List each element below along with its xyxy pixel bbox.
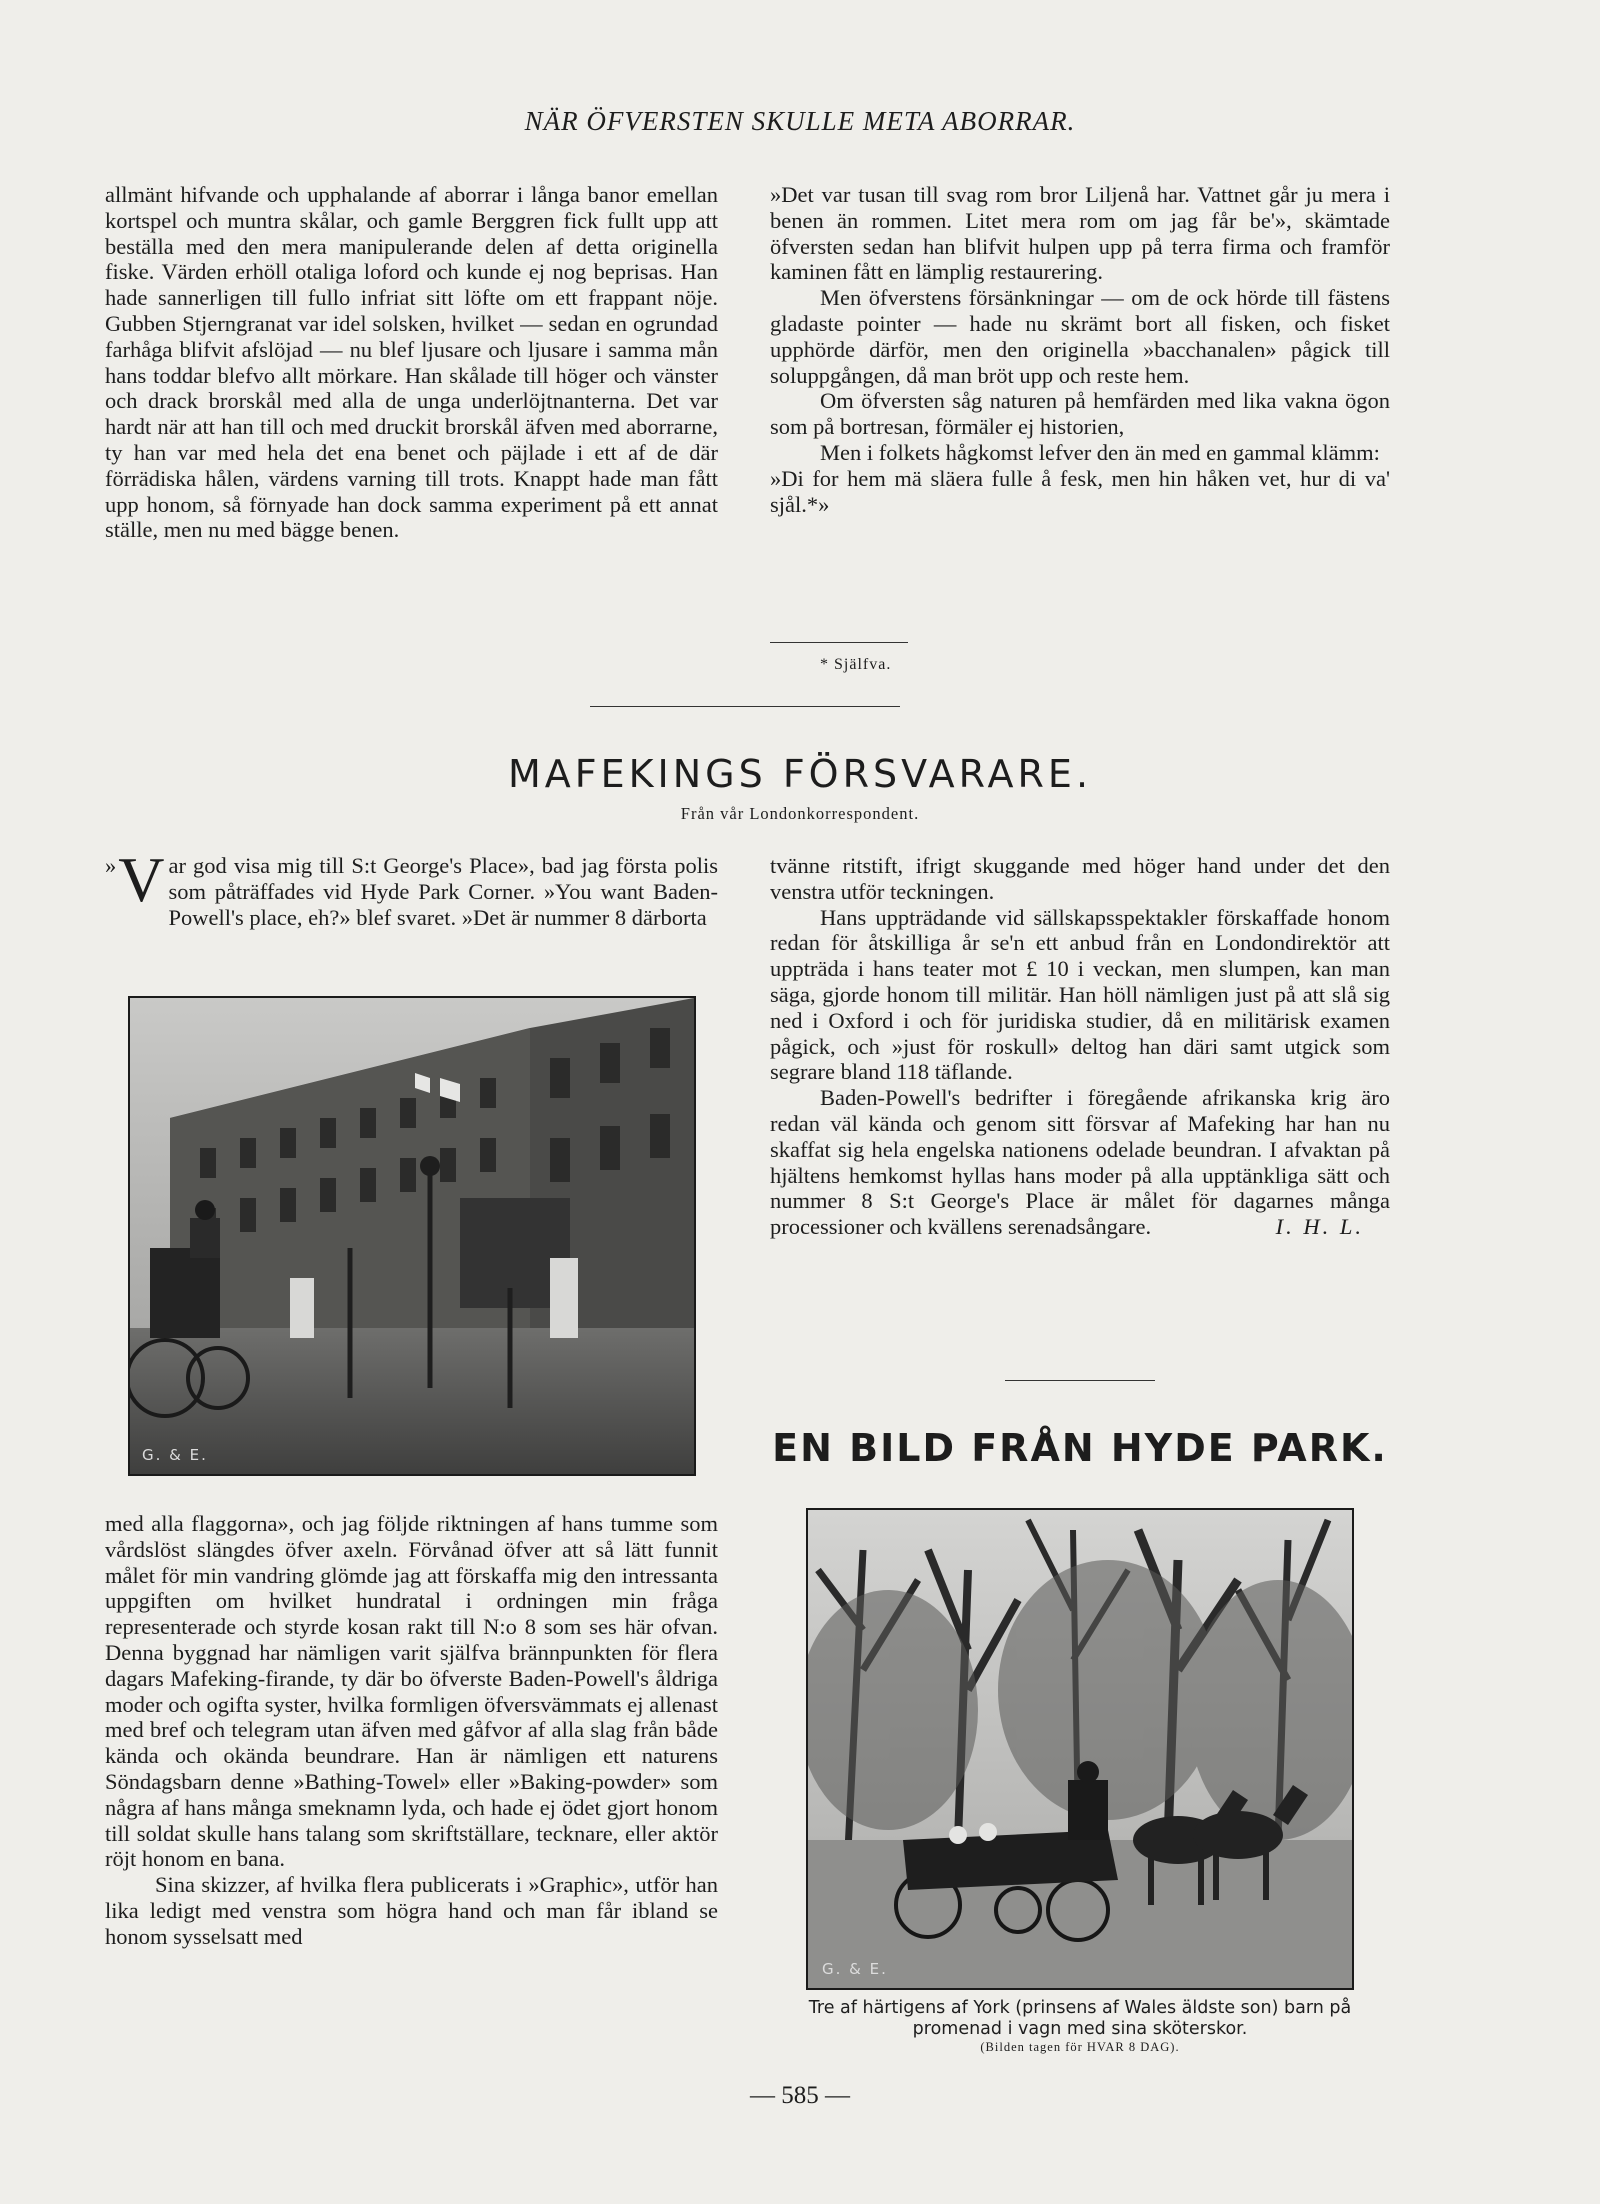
page-number: — 585 — xyxy=(750,2082,850,2109)
footnote: * Själfva. xyxy=(820,656,892,673)
section-divider xyxy=(1005,1380,1155,1381)
article2-title: MAFEKINGS FÖRSVARARE. xyxy=(507,752,1093,796)
paragraph xyxy=(770,1085,1390,1240)
paragraph-text: Baden-Powell's bedrifter i föregående afrikanska krig äro redan väl kända och genom sitt försvar af Mafeking har han nu skaffat sig hela engelska nationens odelade beundran. I afvaktan på hjältens hemkomst hyllas hans moder på alla upptänkliga sätt och nummer 8 S:t George's Place är målet för dagarnes många processioner och kvällens serenadsångare. xyxy=(770,1085,1390,1240)
paragraph: allmänt hifvande och upphalande af aborrar i långa banor emellan kortspel och muntra skålar, och gamle Berggren fick fullt upp att beställa med den mera manipulerande delen af detta originella fiske. Värden erhöll otaliga loford och kunde ej nog beprisas. Han hade sannerligen till fullo infriat sitt löfte om ett frappant nöje. Gubben Stjerngranat var idel solsken, hvilket — sedan en ogrundad farhåga blifvit afslöjad — nu blef ljusare och ljusare i samma mån hans toddar blefvo allt mörkare. Han skålade till höger och vänster och drack brorskål med alla de unga underlöjtnanterna. Det var hardt när att han till och med druckit brorskål äfven med aborrarne, ty han var med hela det ena benet och päjlade i ett af de där förrädiska hålen, värdens varning till trots. Knappt hade man fått upp honom, så förnyade han dock samma experiment på ett annat ställe, men nu med bägge benen. xyxy=(105,182,718,543)
article1-right-column xyxy=(770,182,1390,517)
paragraph: Sina skizzer, af hvilka flera publicerats i »Graphic», utför han lika ledigt med venstra som högra hand och man får ibland se honom sysselsatt med xyxy=(105,1872,718,1949)
dropcap: V xyxy=(118,844,165,915)
dropcap-quote: » xyxy=(105,853,117,878)
photo-st-georges-place xyxy=(128,996,696,1476)
paragraph: Hans uppträdande vid sällskapsspektakler förskaffade honom redan för åtskilliga år se'n ett anbud från en Londondirektör att uppträda i hans teater mot £ 10 i veckan, men slumpen, kan man säga, gjorde honom till militär. Han höll nämligen just på att slå sig ned i Oxford i och för juridiska studier, då en militärisk examen pågick, och »just för roskull» deltog han däri samt utgick som segrare bland 118 täflande. xyxy=(770,904,1390,1085)
running-head: NÄR ÖFVERSTEN SKULLE META ABORRAR. xyxy=(524,106,1076,136)
photo-caption: Tre af härtigens af York (prinsens af Wales äldste son) barn på promenad i vagn med sina sköterskor. xyxy=(808,1998,1352,2039)
photo-stamp: G. & E. xyxy=(142,1446,208,1464)
photo-credit: (Bilden tagen för HVAR 8 DAG). xyxy=(980,2040,1180,2054)
article1-left-column xyxy=(105,182,718,543)
paragraph: Om öfversten såg naturen på hemfärden med lika vakna ögon som på bortresan, förmäler ej historien, xyxy=(770,388,1390,440)
article2-right-column xyxy=(770,853,1390,1240)
paragraph: Men öfverstens försänkningar — om de ock hörde till fästens gladaste pointer — hade nu skrämt bort all fisken, och fisket upphörde därför, men den originella »bacchanalen» pågick till soluppgången, då man bröt upp och reste hem. xyxy=(770,285,1390,388)
signature: I. H. L. xyxy=(1275,1214,1364,1240)
paragraph: »Det var tusan till svag rom bror Liljenå har. Vattnet går ju mera i benen än rommen. Litet mera rom om jag får be'», skämtade öfversten sedan han blifvit hulpen upp på terra firma och framför kaminen fått en lämplig restaurering. xyxy=(770,182,1390,285)
article2-intro xyxy=(105,844,718,930)
article3-title: EN BILD FRÅN HYDE PARK. xyxy=(772,1426,1388,1470)
intro-paragraph xyxy=(105,844,718,930)
article2-byline: Från vår Londonkorrespondent. xyxy=(680,804,920,823)
article2-left-continuation xyxy=(105,1511,718,1950)
footnote-rule xyxy=(770,642,908,643)
section-divider xyxy=(590,706,900,707)
photo-stamp: G. & E. xyxy=(822,1960,888,1978)
intro-text: ar god visa mig till S:t George's Place», bad jag första polis som påträffades vid Hyde Park Corner. »You want Baden-Powell's place, eh?» blef svaret. »Det är nummer 8 därborta xyxy=(168,853,718,930)
paragraph: tvänne ritstift, ifrigt skuggande med höger hand under det den venstra utför teckningen. xyxy=(770,853,1390,904)
photo-hyde-park-carriage xyxy=(806,1508,1354,1990)
paragraph: Men i folkets hågkomst lefver den än med en gammal klämm: xyxy=(820,439,1380,465)
verse-quote: »Di for hem mä släera fulle å fesk, men hin håken vet, hur di va' sjål.*» xyxy=(770,465,1390,517)
paragraph: med alla flaggorna», och jag följde riktningen af hans tumme som vårdslöst slängdes öfver axeln. Förvånad öfver att så lätt funnit målet för min vandring glömde jag att förskaffa mig den intressanta uppgiften om hvilket hundratal i ordningen min fråga representerade och styrde kosan rakt till N:o 8 som ses här ofvan. Denna byggnad har nämligen varit själfva brännpunkten för flera dagars Mafeking-firande, ty där bo öfverste Baden-Powell's åldriga moder och ogifta syster, hvilka formligen öfversvämmats ej allenast med bref och telegram utan äfven med gåfvor af alla slag från både kända och okända beundrare. Han är nämligen ett naturens Söndagsbarn denne »Bathing-Towel» eller »Baking-powder» som några af hans många smeknamn lyda, och hade ej ödet gjort honom till soldat skulle hans talang som skriftställare, tecknare, eller aktör röjt honom en bana. xyxy=(105,1511,718,1872)
